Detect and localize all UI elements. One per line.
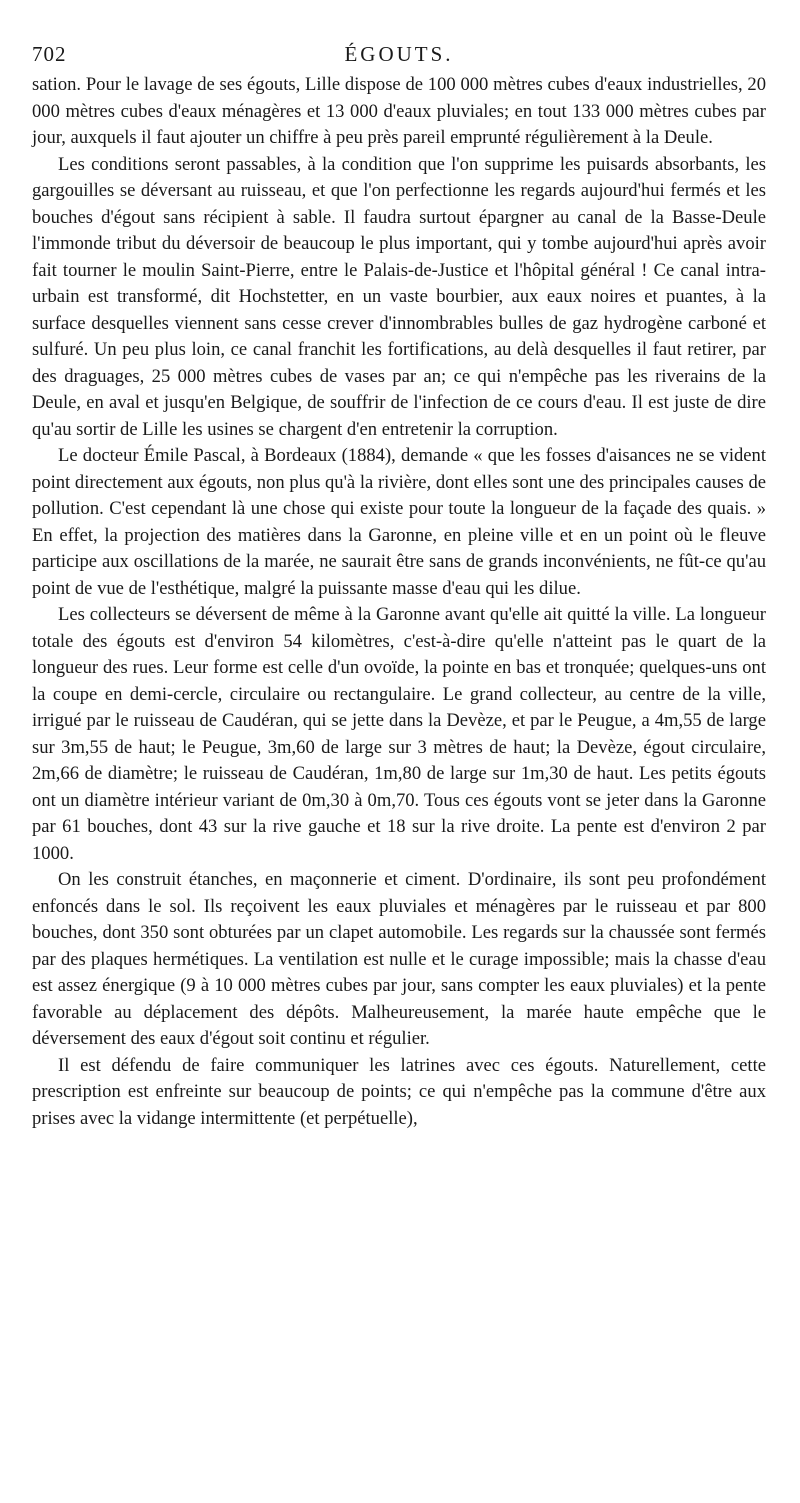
paragraph-3: Le docteur Émile Pascal, à Bordeaux (1884), demande « que les fosses d'aisances ne se vident point directement aux égouts, non plus qu'à la rivière, dont elles sont une des principales causes de pollution. C'est cependant là une chose qui existe pour toute la longueur de la façade des quais. » En effet, la projection des matières dans la Garonne, en pleine ville et en un point où le fleuve participe aux oscillations de la marée, ne saurait être sans de grands inconvénients, ne fût-ce qu'au point de vue de l'esthétique, malgré la puissante masse d'eau qui les dilue.	[32, 445, 766, 599]
paragraph-2: Les conditions seront passables, à la condition que l'on supprime les puisards absorbants, les gargouilles se déversant au ruisseau, et que l'on perfectionne les regards aujourd'hui fermés et les bouches d'égout sans récipient à sable. Il faudra surtout épargner au canal de la Basse-Deule l'immonde tribut du déversoir de beaucoup le plus important, qui y tombe aujourd'hui après avoir fait tourner le moulin Saint-Pierre, entre le Palais-de-Justice et l'hôpital général ! Ce canal intra-urbain est transformé, dit Hochstetter, en un vaste bourbier, aux eaux noires et puantes, à la surface desquelles viennent sans cesse crever d'innombrables bulles de gaz hydrogène carboné et sulfuré. Un peu plus loin, ce canal franchit les fortifications, au delà desquelles il faut retirer, par des draguages, 25 000 mètres cubes de vases par an; ce qui n'empêche pas les riverains de la Deule, en aval et jusqu'en Belgique, de souffrir de l'infection de ce cours d'eau. Il est juste de dire qu'au sortir de Lille les usines se chargent d'en entretenir la corruption.	[32, 153, 766, 440]
page-header	[32, 42, 766, 72]
page-number: 702	[32, 42, 67, 66]
page-body	[32, 72, 766, 1132]
paragraph-5: On les construit étanches, en maçonnerie et ciment. D'ordinaire, ils sont peu profondément enfoncés dans le sol. Ils reçoivent les eaux pluviales et ménagères par le ruisseau et par 800 bouches, dont 350 sont obturées par un clapet automobile. Les regards sur la chaussée sont fermés par des plaques hermétiques. La ventilation est nulle et le curage impossible; mais la chasse d'eau est assez énergique (9 à 10 000 mètres cubes par jour, sans compter les eaux pluviales) et la pente favorable au déplacement des dépôts. Malheureusement, la marée haute empêche que le déversement des eaux d'égout soit continu et régulier.	[32, 869, 766, 1049]
paragraph-4: Les collecteurs se déversent de même à la Garonne avant qu'elle ait quitté la ville. La longueur totale des égouts est d'environ 54 kilomètres, c'est-à-dire qu'elle n'atteint pas le quart de la longueur des rues. Leur forme est celle d'un ovoïde, la pointe en bas et tronquée; quelques-uns ont la coupe en demi-cercle, circulaire ou rectangulaire. Le grand collecteur, au centre de la ville, irrigué par le ruisseau de Caudéran, qui se jette dans la Devèze, et par le Peugue, a 4m,55 de large sur 3m,55 de haut; le Peugue, 3m,60 de large sur 3 mètres de haut; la Devèze, égout circulaire, 2m,66 de diamètre; le ruisseau de Caudéran, 1m,80 de large sur 1m,30 de haut. Les petits égouts ont un diamètre intérieur variant de 0m,30 à 0m,70. Tous ces égouts vont se jeter dans la Garonne par 61 bouches, dont 43 sur la rive gauche et 18 sur la rive droite. La pente est d'environ 2 par 1000.	[32, 604, 766, 864]
paragraph-6: Il est défendu de faire communiquer les latrines avec ces égouts. Naturellement, cette prescription est enfreinte sur beaucoup de points; ce qui n'empêche pas la commune d'être aux prises avec la vidange intermittente (et perpétuelle),	[32, 1054, 766, 1129]
paragraph-1: sation. Pour le lavage de ses égouts, Lille dispose de 100 000 mètres cubes d'eaux industrielles, 20 000 mètres cubes d'eaux ménagères et 13 000 d'eaux pluviales; en tout 133 000 mètres cubes par jour, auxquels il faut ajouter un chiffre à peu près pareil emprunté régulièrement à la Deule.	[32, 74, 766, 148]
book-page	[32, 42, 766, 1132]
running-title: ÉGOUTS.	[344, 42, 454, 66]
